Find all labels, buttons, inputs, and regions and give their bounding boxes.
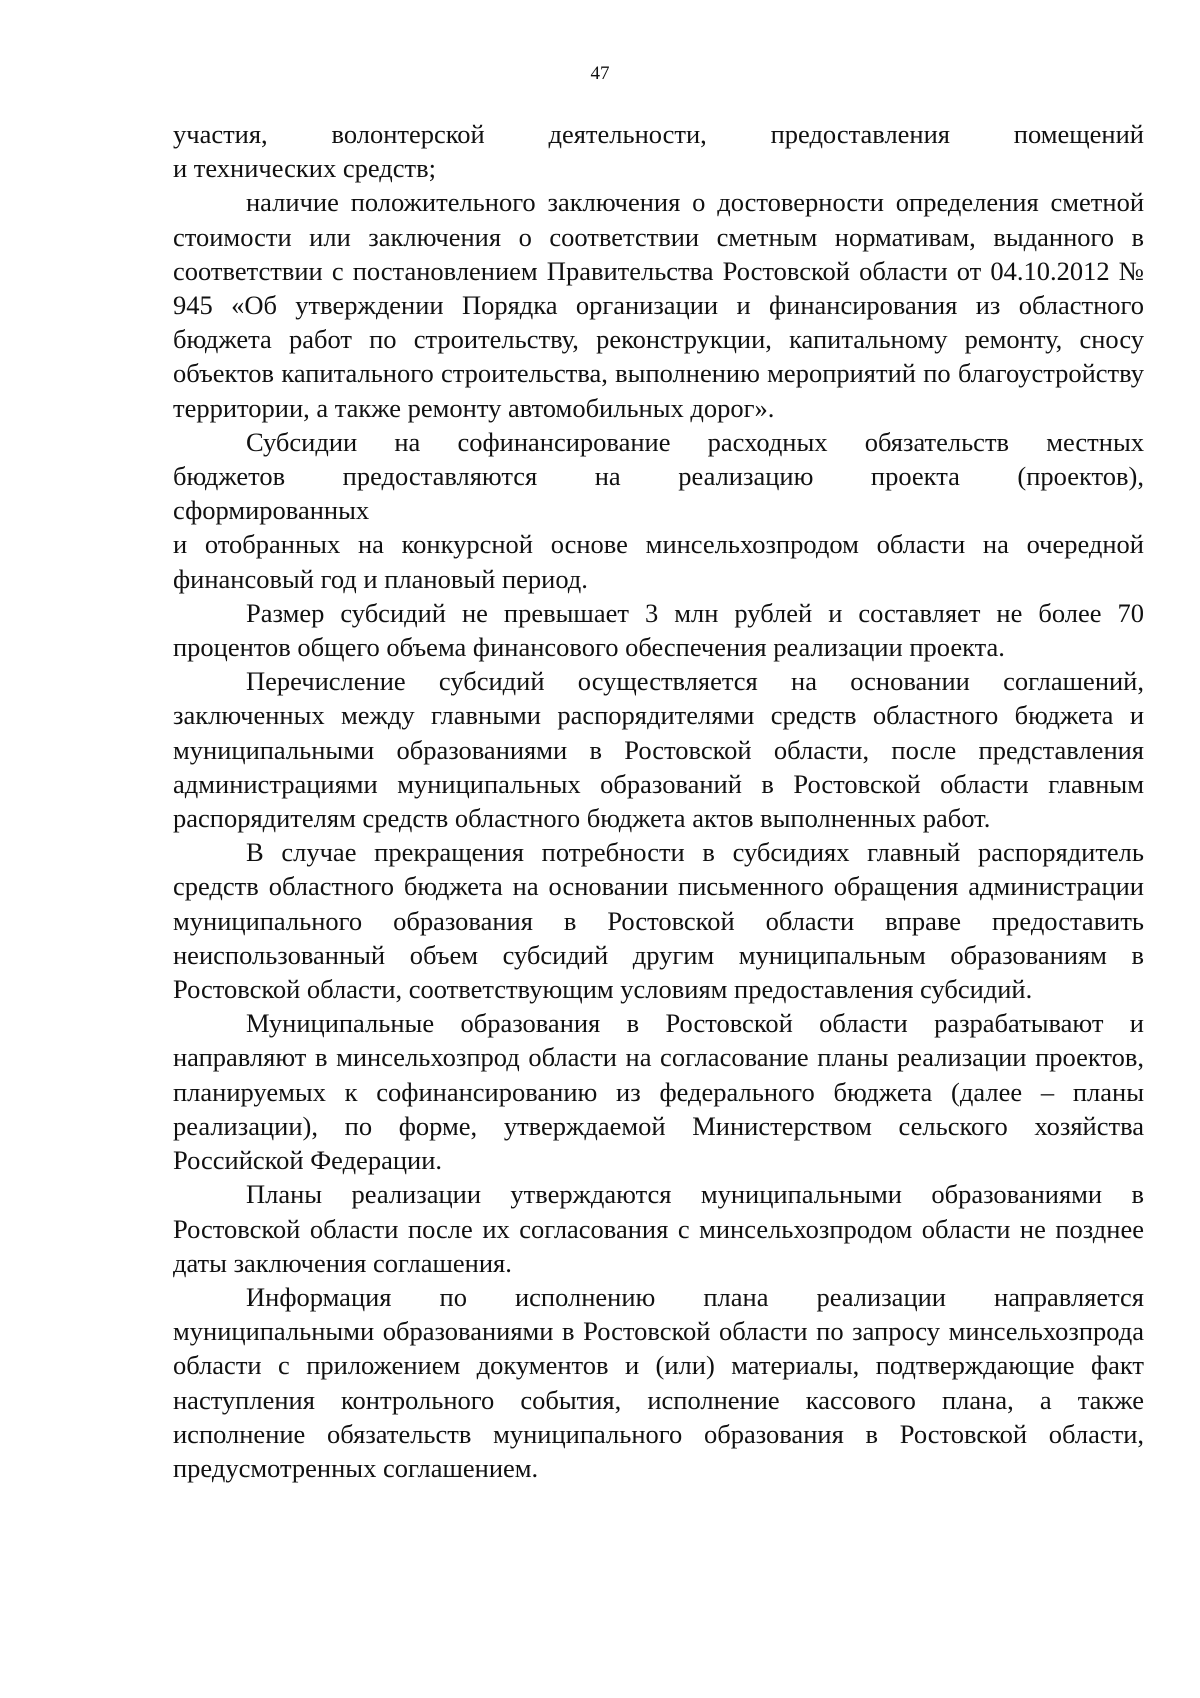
word: на: [594, 461, 621, 492]
word: (проектов),: [1017, 461, 1144, 492]
paragraph-1-line-2: и технических средств;: [173, 153, 436, 184]
paragraph-1-line-1: [173, 117, 1144, 151]
word: участия,: [173, 119, 268, 149]
paragraph-3-line-3: сформированных: [173, 495, 370, 526]
paragraph-3-line-4: и отобранных на конкурсной основе минсельхозпродом области на очередной финансовый год и плановый период.: [173, 529, 1144, 594]
paragraph-1: [173, 117, 1144, 185]
paragraph-2: наличие положительного заключения о достоверности определения сметной стоимости или заключения о соответствии сметным нормативам, выданного в соответствии с постановлением Правительства Ростовской области от 04.10.2012 № 945 «Об утверждении Порядка организации и финансирования из областного бюджета работ по строительству, реконструкции, капитальному ремонту, сносу объектов капитального строительства, выполнению мероприятий по благоустройству территории, а также ремонту автомобильных дорог».: [173, 187, 1144, 423]
word: деятельности,: [548, 119, 707, 149]
word: проекта: [870, 461, 960, 492]
paragraph-6: В случае прекращения потребности в субсидиях главный распорядитель средств областного бюджета на основании письменного обращения администрации муниципального образования в Ростовской области вправе предоставить неиспользованный объем субсидий другим муниципальным образованиям в Ростовской области, соответствующим условиям предоставления субсидий.: [173, 837, 1144, 1005]
paragraph-7: Муниципальные образования в Ростовской области разрабатывают и направляют в минсельхозпрод области на согласование планы реализации проектов, планируемых к софинансированию из федерального бюджета (далее – планы реализации), по форме, утверждаемой Министерством сельского хозяйства Российской Федерации.: [173, 1008, 1144, 1176]
word: бюджетов: [173, 461, 286, 492]
word: реализацию: [678, 461, 814, 492]
word: помещений: [1013, 119, 1144, 149]
word: волонтерской: [331, 119, 485, 149]
paragraph-4: Размер субсидий не превышает 3 млн рублей и составляет не более 70 процентов общего объема финансового обеспечения реализации проекта.: [173, 597, 1144, 663]
page-number: 47: [590, 63, 610, 84]
document-body: [173, 117, 1144, 1485]
paragraph-9: Информация по исполнению плана реализации направляется муниципальными образованиями в Ростовской области по запросу минсельхозпрода области с приложением документов и (или) материалы, подтверждающие факт наступления контрольного события, исполнение кассового плана, а также исполнение обязательств муниципального образования в Ростовской области, предусмотренных соглашением.: [173, 1281, 1144, 1483]
paragraph-3: [173, 425, 1144, 596]
word: предоставляются: [342, 461, 538, 492]
paragraph-5: Перечисление субсидий осуществляется на основании соглашений, заключенных между главными распорядителями средств областного бюджета и муниципальными образованиями в Ростовской области, после представления администрациями муниципальных образований в Ростовской области главным распорядителям средств областного бюджета актов выполненных работ.: [173, 666, 1144, 834]
paragraph-3-line-1: [173, 425, 1144, 459]
paragraph-8: Планы реализации утверждаются муниципальными образованиями в Ростовской области после их согласования с минсельхозпродом области не позднее даты заключения соглашения.: [173, 1179, 1144, 1278]
word: предоставления: [770, 119, 950, 149]
paragraph-3-line-2: [173, 459, 1144, 493]
paragraph-3-line-1-text: Субсидии на софинансирование расходных обязательств местных: [246, 426, 1144, 457]
